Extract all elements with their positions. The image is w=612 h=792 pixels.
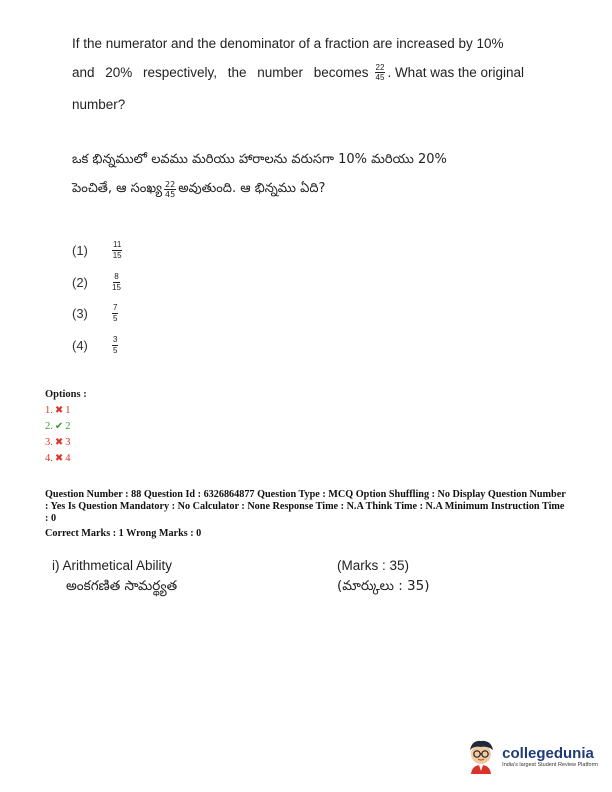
- choice-index: 2.: [45, 421, 53, 432]
- question-telugu-text: పెంచితే, ఆ సంఖ్య: [72, 180, 163, 196]
- question-telugu-line-1: ఒక భిన్నములో లవము మరియు హారాలను వరుసగా 10% మరియు 20%: [72, 152, 447, 167]
- cross-icon: ✖: [54, 453, 64, 464]
- fraction-numerator: 11: [113, 239, 122, 249]
- answer-option-label: (4): [72, 337, 88, 353]
- fraction-numerator: 3: [113, 334, 118, 344]
- section-marks-en: (Marks : 35): [337, 558, 410, 573]
- question-metadata: Question Number : 88 Question Id : 6326864877 Question Type : MCQ Option Shuffling : No Display Question Number : Yes Is Question Mandatory : No Calculator : None Response Time : N.A Think Time : N.A Minimum Instruction Time : 0: [45, 489, 566, 524]
- cross-icon: ✖: [54, 437, 64, 448]
- choice-3: [45, 437, 71, 448]
- answer-option-label: (3): [72, 305, 88, 321]
- question-telugu-text: అవుతుంది. ఆ భిన్నము ఏది?: [178, 180, 326, 196]
- fraction-denominator: 5: [113, 313, 118, 323]
- answer-option-4: [72, 330, 118, 360]
- check-icon: ✔: [54, 421, 64, 432]
- question-word: and: [72, 65, 95, 80]
- section-title-te: అంకగణిత సామర్థ్యత: [66, 578, 178, 594]
- question-word: the: [227, 65, 247, 80]
- options-heading: Options :: [45, 389, 87, 400]
- logo-name: collegedunia: [502, 744, 594, 762]
- answer-option-label: (2): [72, 274, 88, 290]
- fraction-denominator: 5: [113, 345, 118, 355]
- collegedunia-logo: [464, 738, 598, 774]
- choice-4: [45, 453, 71, 464]
- answer-option-2: [72, 267, 121, 297]
- choice-1: [45, 405, 71, 416]
- choice-value: 4: [65, 453, 71, 464]
- question-word-with-fraction: [314, 63, 524, 82]
- section-title-en: i) Arithmetical Ability: [52, 558, 173, 573]
- answer-option-label: (1): [72, 242, 88, 258]
- question-word: number: [257, 65, 304, 80]
- mascot-icon: [464, 738, 498, 774]
- fraction-numerator: 7: [113, 302, 118, 312]
- answer-option-1: [72, 235, 122, 265]
- answer-option-fraction: [112, 240, 122, 261]
- answer-option-fraction: [112, 335, 118, 356]
- choice-index: 3.: [45, 437, 53, 448]
- fraction-denominator: 15: [112, 250, 122, 260]
- choice-value: 2: [65, 421, 71, 432]
- choice-index: 1.: [45, 405, 53, 416]
- fraction-denominator: 15: [112, 282, 121, 292]
- section-marks-te: (మార్కులు : 35): [337, 578, 430, 594]
- fraction-numerator: 22: [165, 180, 176, 189]
- fraction-numerator: 8: [114, 271, 119, 281]
- question-word: respectively,: [143, 65, 218, 80]
- choice-value: 1: [65, 405, 71, 416]
- question-word: 20%: [105, 65, 133, 80]
- fraction-22-45-telugu: [164, 180, 176, 199]
- question-word: . What was the original: [387, 65, 524, 80]
- answer-option-fraction: [112, 303, 118, 324]
- choice-value: 3: [65, 437, 71, 448]
- question-line-1: If the numerator and the denominator of a fraction are increased by 10%: [72, 36, 504, 51]
- fraction-22-45: [375, 63, 386, 82]
- fraction-denominator: 45: [165, 190, 176, 199]
- choice-index: 4.: [45, 453, 53, 464]
- cross-icon: ✖: [54, 405, 64, 416]
- answer-option-3: [72, 298, 118, 328]
- fraction-numerator: 22: [375, 63, 385, 72]
- question-word: becomes: [313, 65, 369, 80]
- question-line-3: number?: [72, 97, 126, 112]
- question-marks: Correct Marks : 1 Wrong Marks : 0: [45, 528, 202, 539]
- answer-option-fraction: [112, 272, 121, 293]
- question-telugu-line-2: [72, 180, 524, 199]
- logo-text: [502, 745, 598, 768]
- choice-2: [45, 421, 71, 432]
- fraction-denominator: 45: [375, 73, 385, 82]
- question-line-2: [72, 63, 524, 82]
- logo-tagline: India's largest Student Review Platform: [502, 761, 598, 768]
